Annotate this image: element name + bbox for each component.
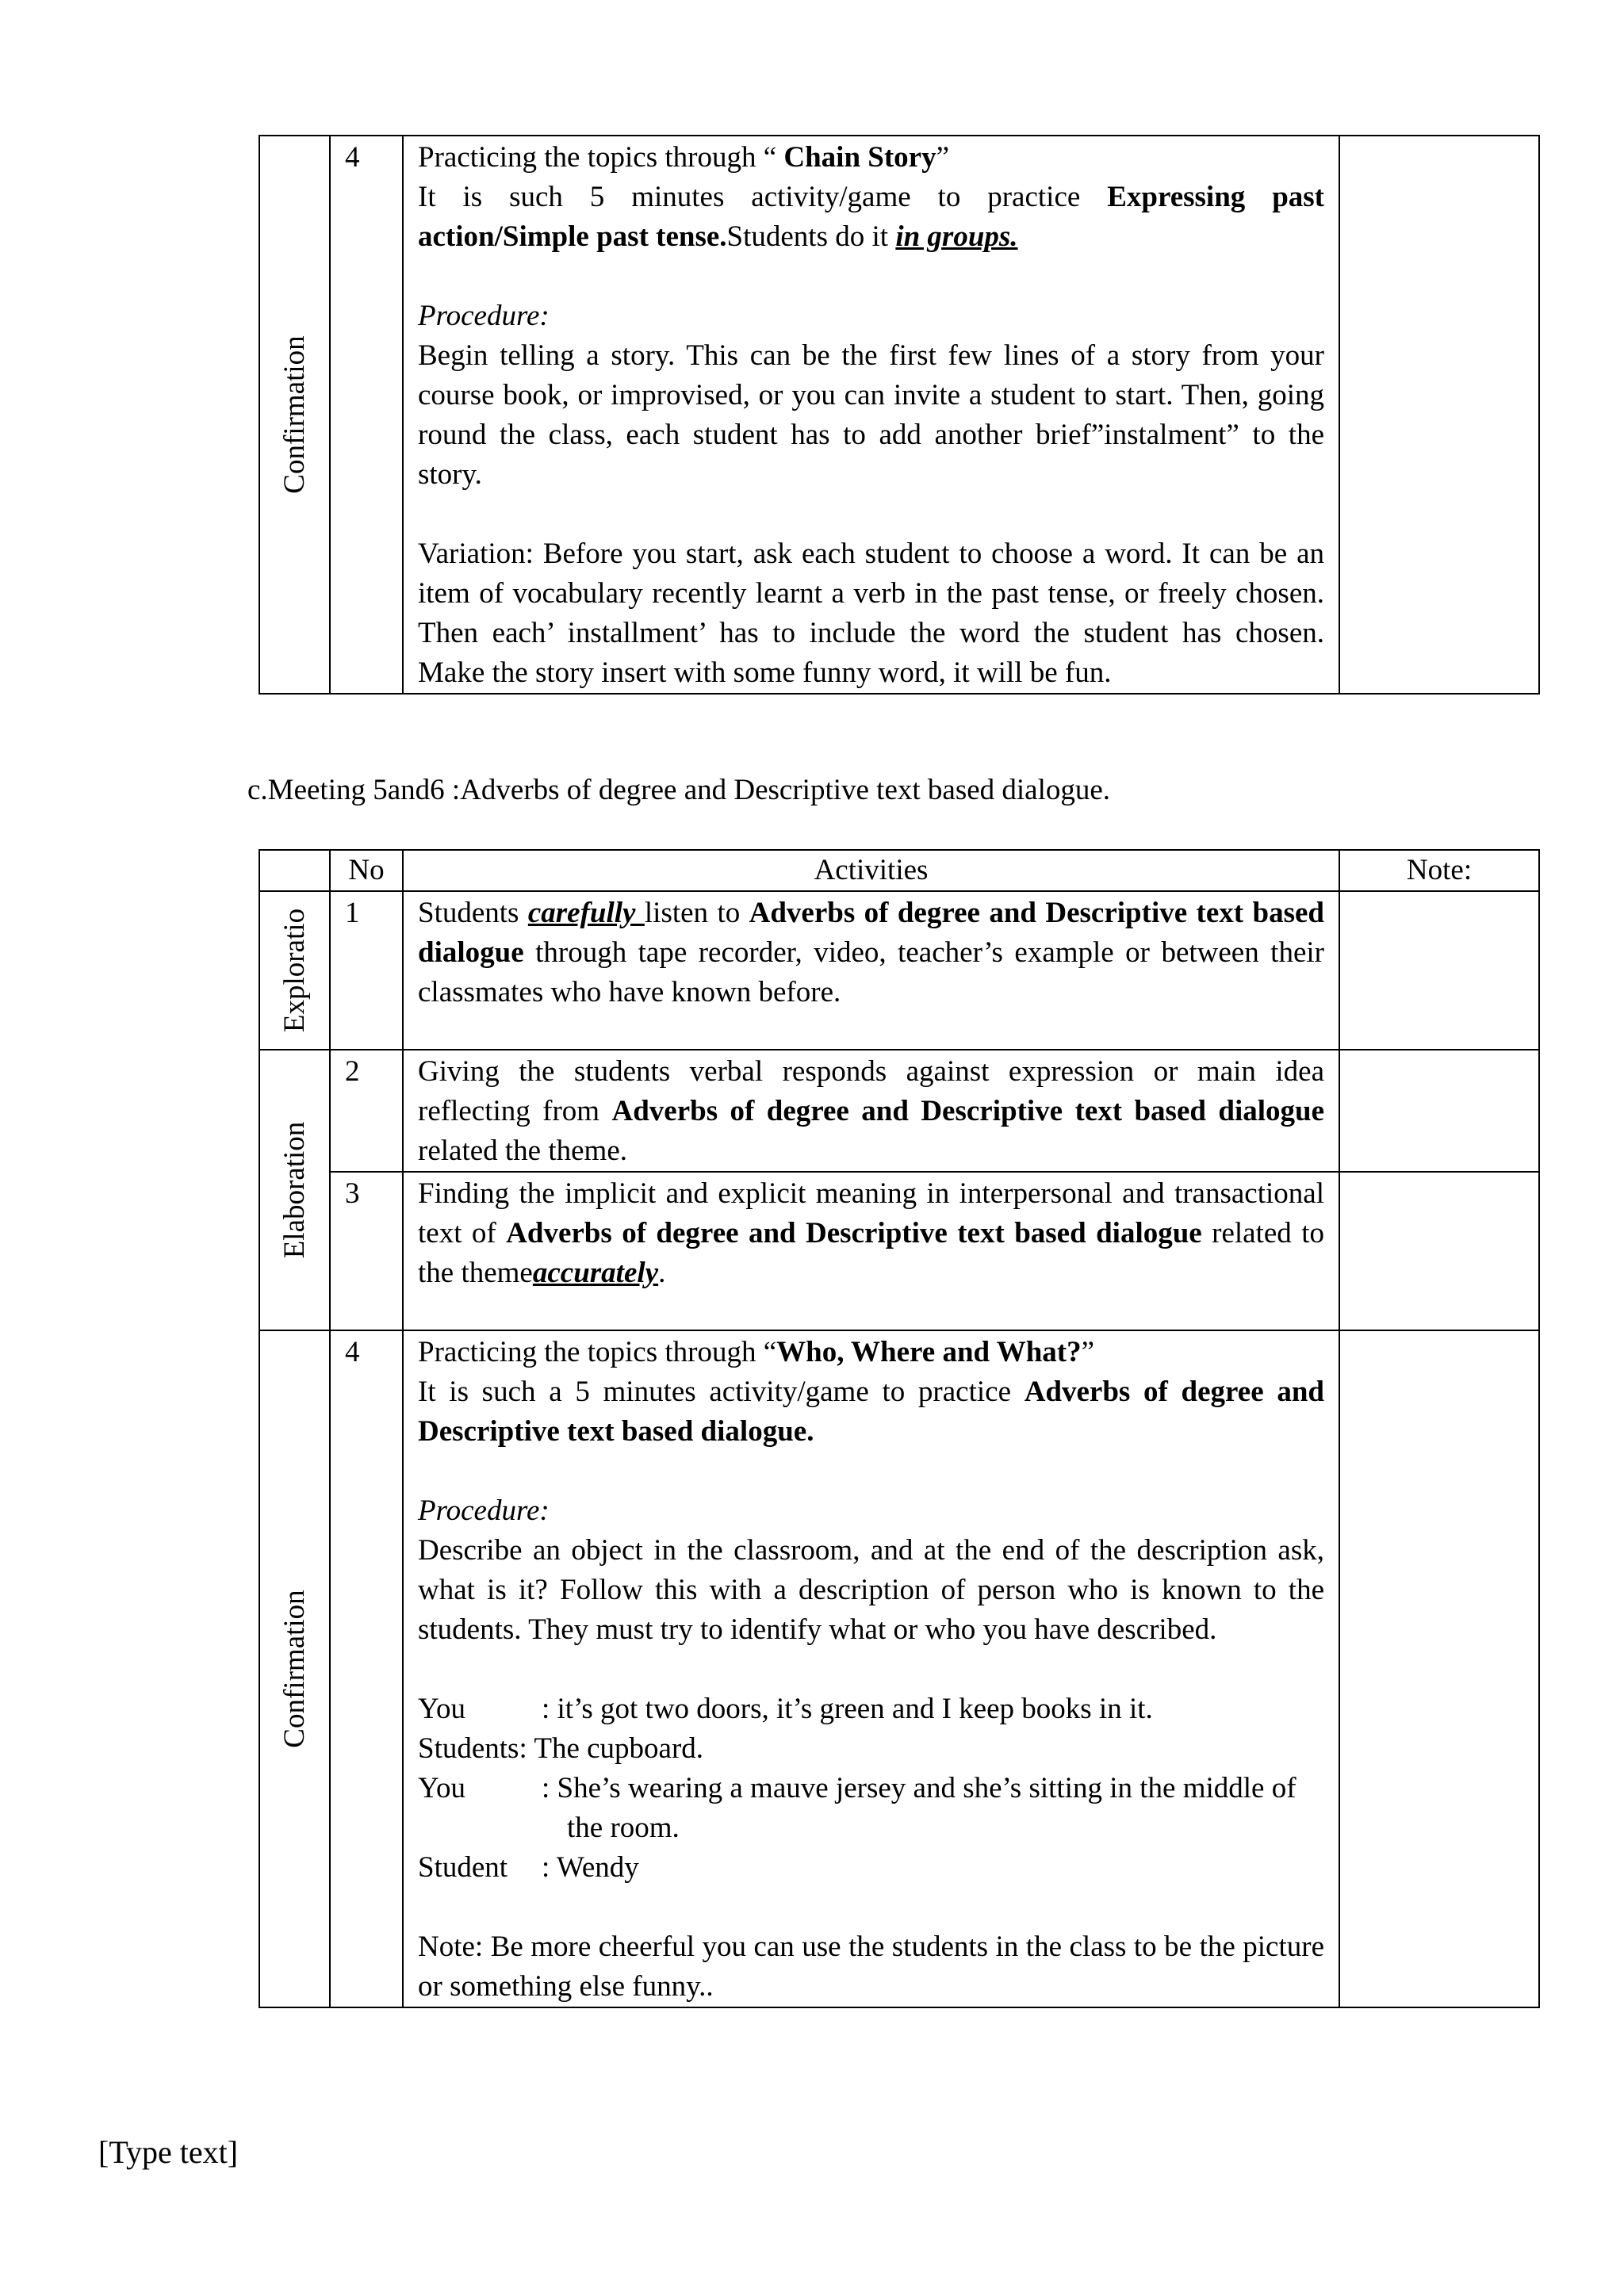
stage-cell-confirmation [259, 136, 330, 694]
activity-cell: Finding the implicit and explicit meaning in interpersonal and transactional text of Adverbs of degree and Descriptive text based dialogue related to the themeaccurately. [403, 1172, 1339, 1330]
footer-placeholder: [Type text] [98, 2134, 239, 2170]
note-text: Note: Be more cheerful you can use the students in the class to be the picture or something else funny.. [418, 1931, 1324, 2003]
note-cell [1339, 1330, 1539, 2007]
procedure-text: Describe an object in the classroom, and at the end of the description ask, what is it? Follow this with a description of person who is known to the students. They must try to identify what or who you have described. [418, 1534, 1324, 1646]
activity-cell: Students carefully listen to Adverbs of degree and Descriptive text based dialogue through tape recorder, video, teacher’s example or between their classmates who have known before. [403, 891, 1339, 1050]
row-number: 1 [330, 891, 403, 1050]
dialogue-line: You : She’s wearing a mauve jersey and she’s sitting in the middle of [418, 1772, 1297, 1804]
dialogue-line: You : it’s got two doors, it’s green and I keep books in it. [418, 1693, 1153, 1725]
stage-label: Confirmation [278, 1590, 311, 1748]
activity-cell: Giving the students verbal responds against expression or main idea reflecting from Adverbs of degree and Descriptive text based dialogue related the theme. [403, 1050, 1339, 1172]
table-row [259, 1050, 1539, 1172]
procedure-text: Begin telling a story. This can be the first few lines of a story from your course book, or improvised, or you can invite a student to start. Then, going round the class, each student has to add another brief”instalment” to the story. [418, 339, 1324, 491]
dialogue-line: the room. [567, 1812, 680, 1844]
table-row [259, 1330, 1539, 2007]
note-cell [1339, 1050, 1539, 1172]
table-row [259, 136, 1539, 694]
stage-cell-elaboration [259, 1050, 330, 1330]
row-number: 4 [330, 1330, 403, 2007]
note-cell [1339, 891, 1539, 1050]
header-activities: Activities [403, 850, 1339, 891]
procedure-label: Procedure: [418, 300, 550, 332]
activity-cell: Practicing the topics through “Who, Where and What?” It is such a 5 minutes activity/game to practice Adverbs of degree and Descriptive text based dialogue. Procedure: Describe an object in the classroom, and at the end of the description ask, what is it? Follow this with a description of person who is known to the students. They must try to identify what or who you have described. You : it’s got two doors, it’s green and I keep books in it. Students: The cupboard. You : She’s wearing a mauve jersey and she’s sitting in the middle of the room. Student : Wendy Note: Be more cheerful you can use the students in the class to be the picture or something else funny.. [403, 1330, 1339, 2007]
row-number: 2 [330, 1050, 403, 1172]
dialogue-line: Students: The cupboard. [418, 1732, 704, 1765]
table-row [259, 891, 1539, 1050]
stage-label: Confirmation [278, 335, 311, 494]
activity-table-meeting-prev [259, 135, 1540, 695]
stage-cell-exploration [259, 891, 330, 1050]
meeting-caption: c.Meeting 5and6 :Adverbs of degree and Descriptive text based dialogue. [247, 774, 1111, 806]
note-cell [1339, 1172, 1539, 1330]
stage-label: Exploratio [278, 908, 311, 1033]
activity-description: It is such 5 minutes activity/game to practice Expressing past action/Simple past tense.Students do it in groups. [418, 181, 1324, 253]
procedure-label: Procedure: [418, 1494, 550, 1527]
row-number: 4 [330, 136, 403, 694]
note-cell [1339, 136, 1539, 694]
variation-text: Variation: Before you start, ask each student to choose a word. It can be an item of vocabulary recently learnt a verb in the past tense, or freely chosen. Then each’ installment’ has to include the word the student has chosen. Make the story insert with some funny word, it will be fun. [418, 538, 1324, 689]
table-header-row [259, 850, 1539, 891]
table-row [259, 1172, 1539, 1330]
header-blank [259, 850, 330, 891]
example-dialogue [418, 1689, 1324, 1888]
activity-table-meeting-5-6 [259, 849, 1540, 2008]
header-note: Note: [1339, 850, 1539, 891]
header-no: No [330, 850, 403, 891]
activity-cell [403, 136, 1339, 694]
row-number: 3 [330, 1172, 403, 1330]
stage-cell-confirmation [259, 1330, 330, 2007]
stage-label: Elaboration [278, 1121, 311, 1259]
activity-title-line: Practicing the topics through “ Chain Story” [418, 141, 950, 174]
dialogue-line: Student : Wendy [418, 1851, 639, 1884]
